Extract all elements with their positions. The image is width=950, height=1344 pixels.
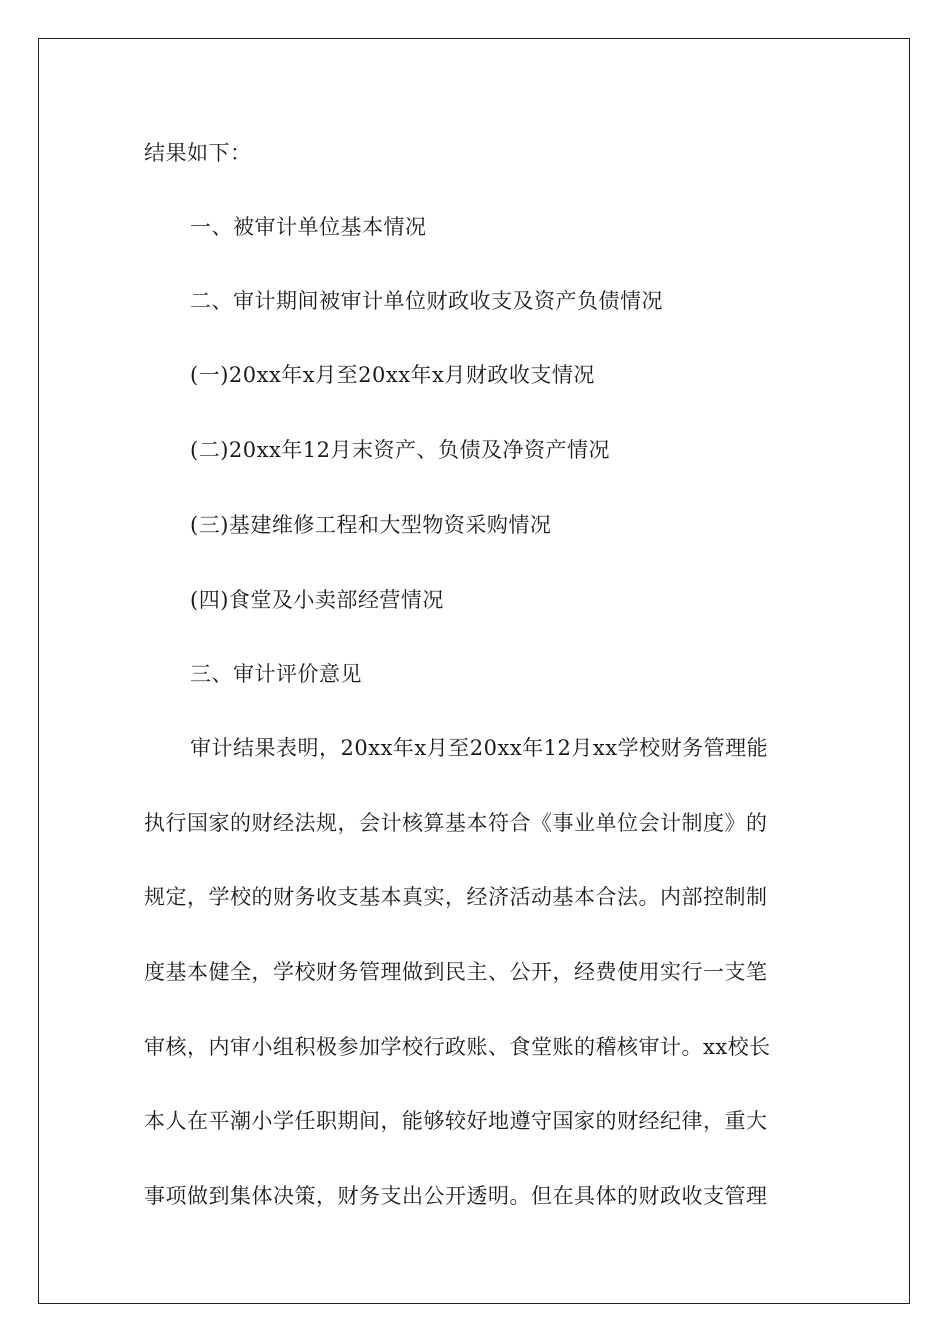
- heading-section-2: 二、审计期间被审计单位财政收支及资产负债情况: [190, 289, 663, 313]
- subheading-2-2: (二)20xx年12月末资产、负债及净资产情况: [190, 438, 611, 462]
- text-line-intro: 结果如下：: [144, 141, 252, 165]
- paragraph-line: 执行国家的财经法规，会计核算基本符合《事业单位会计制度》的: [144, 811, 768, 835]
- heading-section-3: 三、审计评价意见: [190, 662, 362, 686]
- paragraph-line: 规定，学校的财务收支基本真实，经济活动基本合法。内部控制制: [144, 885, 768, 909]
- paragraph-line: 审核，内审小组积极参加学校行政账、食堂账的稽核审计。xx校长: [144, 1035, 771, 1059]
- paragraph-line: 审计结果表明，20xx年x月至20xx年12月xx学校财务管理能: [190, 736, 769, 760]
- subheading-2-1: (一)20xx年x月至20xx年x月财政收支情况: [190, 363, 595, 387]
- paragraph-line: 本人在平潮小学任职期间，能够较好地遵守国家的财经纪律，重大: [144, 1109, 768, 1133]
- paragraph-line: 事项做到集体决策，财务支出公开透明。但在具体的财政收支管理: [144, 1184, 768, 1208]
- subheading-2-4: (四)食堂及小卖部经营情况: [190, 588, 444, 612]
- heading-section-1: 一、被审计单位基本情况: [190, 215, 427, 239]
- subheading-2-3: (三)基建维修工程和大型物资采购情况: [190, 513, 552, 537]
- paragraph-line: 度基本健全，学校财务管理做到民主、公开，经费使用实行一支笔: [144, 960, 768, 984]
